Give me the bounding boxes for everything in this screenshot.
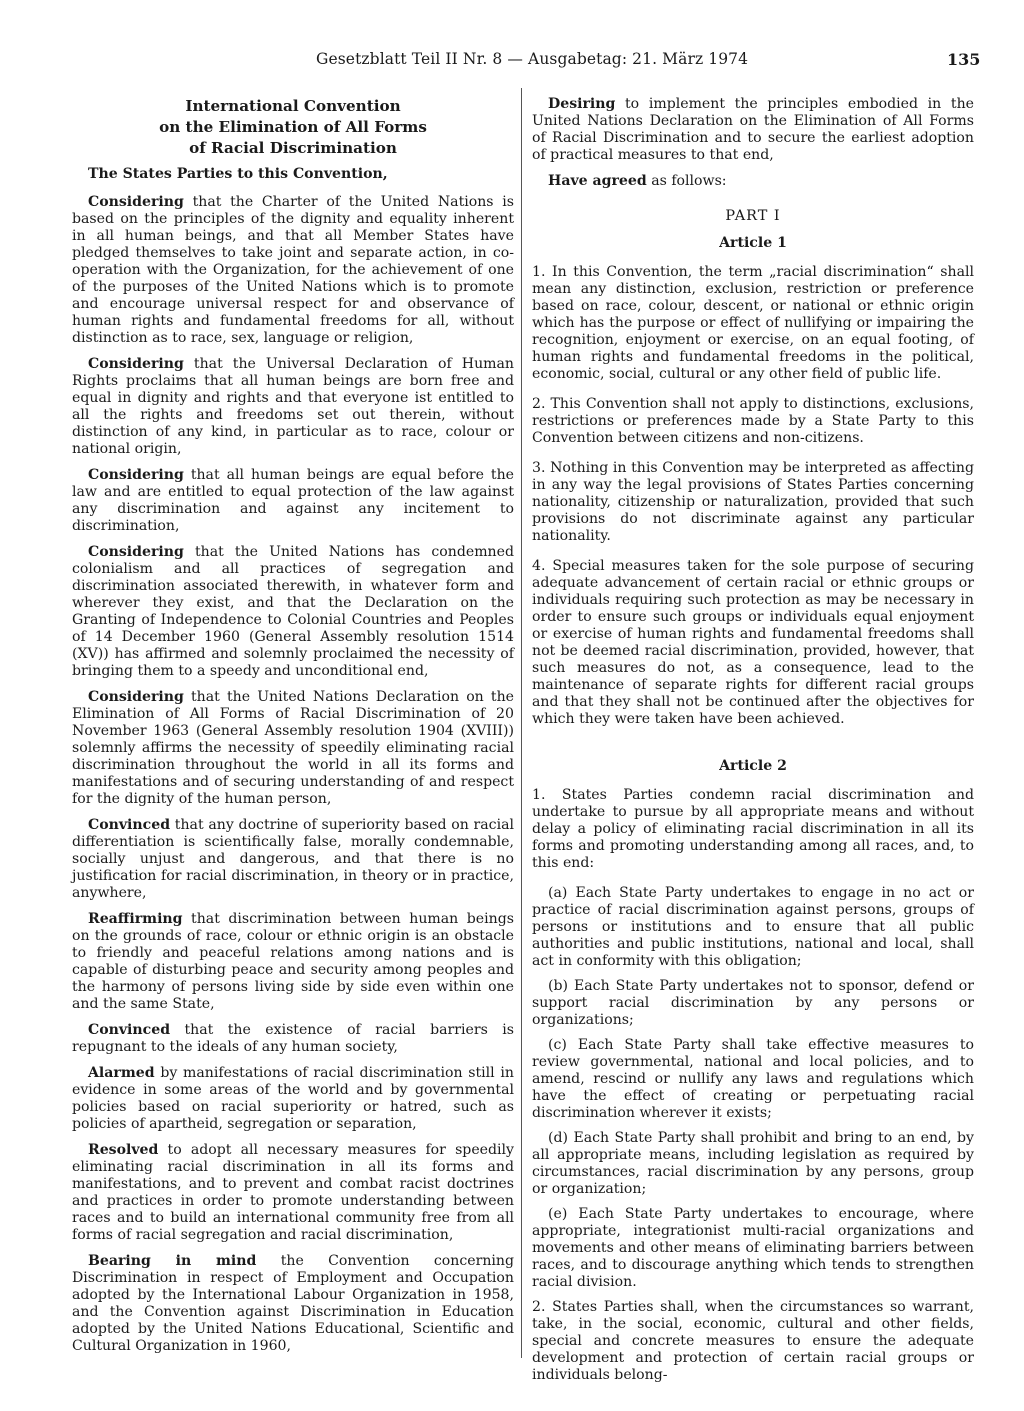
column-divider <box>521 88 522 1358</box>
preamble-lead: Convinced <box>88 1022 171 1038</box>
preamble-text: by manifestations of racial discrimination still in evidence in some areas of the world and by governmental policies based on racial superiority or hatred, such as policies of apartheid, segregation or separation, <box>72 1065 514 1132</box>
article-2-item: (d) Each State Party shall prohibit and bring to an end, by all appropriate means, including legislation as required by circumstances, racial discrimination by any persons, group or organization; <box>532 1130 974 1197</box>
preamble-intro: The States Parties to this Convention, <box>88 166 388 182</box>
preamble-lead: Bearing in mind <box>88 1253 257 1269</box>
preamble-text: to adopt all necessary measures for speedily eliminating racial discrimination in all its forms and manifestations, and to prevent and combat racist doctrines and practices in order to promote understanding between races and to build an international community free from all forms of racial segregation and racial discrimination, <box>72 1142 514 1243</box>
left-column <box>72 96 514 1364</box>
preamble-lead: Resolved <box>88 1142 159 1158</box>
preamble-paragraph <box>72 544 514 680</box>
preamble-paragraph <box>72 1065 514 1133</box>
article-1-paragraph: 1. In this Convention, the term „racial discrimination“ shall mean any distinction, exclusion, restriction or preference based on race, colour, descent, or national or ethnic origin which has the purpose or effect of nullifying or impairing the recognition, enjoyment or exercise, on an equal footing, of human rights and fundamental freedoms in the political, economic, social, cultural or any other field of public life. <box>532 264 974 382</box>
preamble-lead: Considering <box>88 689 184 705</box>
page-number: 135 <box>947 50 981 69</box>
article-1-heading: Article 1 <box>719 235 787 251</box>
article-1-paragraph: 2. This Convention shall not apply to distinctions, exclusions, restrictions or preferences made by a State Party to this Convention between citizens and non-citizens. <box>532 396 974 446</box>
running-header <box>0 50 1024 74</box>
preamble-paragraph <box>72 467 514 535</box>
article-2-heading: Article 2 <box>719 758 787 774</box>
running-title: Gesetzblatt Teil II Nr. 8 — Ausgabetag: 21. März 1974 <box>316 50 749 68</box>
preamble-paragraph <box>72 194 514 347</box>
preamble-text: that discrimination between human beings on the grounds of race, colour or ethnic origin is an obstacle to friendly and peaceful relations among nations and is capable of disturbing peace and security among peoples and the harmony of persons living side by side even within one and the same State, <box>72 911 514 1012</box>
article-1-paragraph: 4. Special measures taken for the sole purpose of securing adequate advancement of certain racial or ethnic groups or individuals requiring such protection as may be necessary in order to ensure such groups or individuals equal enjoyment or exercise of human rights and fundamental freedoms shall not be deemed racial discrimination, provided, however, that such measures do not, as a consequence, lead to the maintenance of separate rights for different racial groups and that they shall not be continued after the objectives for which they were taken have been achieved. <box>532 558 974 727</box>
preamble-text: that the Charter of the United Nations is based on the principles of the dignity and equality inherent in all human beings, and that all Member States have pledged themselves to take joint and separate action, in co-operation with the Organization, for the achievement of one of the purposes of the United Nations which is to promote and encourage universal respect for and observance of human rights and fundamental freedoms for all, without distinction as to race, sex, language or religion, <box>72 194 514 346</box>
right-column <box>532 96 974 1397</box>
article-1-paragraph: 3. Nothing in this Convention may be interpreted as affecting in any way the legal provisions of States Parties concerning nationality, citizenship or naturalization, provided that such provisions do not discriminate against any particular nationality. <box>532 460 974 544</box>
article-2-item: (b) Each State Party undertakes not to sponsor, defend or support racial discrimination by any persons or organizations; <box>532 978 974 1028</box>
preamble-text: the Convention concerning Discrimination in respect of Employment and Occupation adopted by the International Labour Organization in 1958, and the Convention against Discrimination in Education adopted by the United Nations Educational, Scientific and Cultural Organization in 1960, <box>72 1253 514 1354</box>
agreement-text: as follows: <box>646 173 727 189</box>
preamble-lead: Considering <box>88 467 184 483</box>
article-2-item: (c) Each State Party shall take effective measures to review governmental, national and local policies, and to amend, rescind or nullify any laws and regulations which have the effect of creating or perpetuating racial discrimination wherever it exists; <box>532 1037 974 1121</box>
agreement-lead: Have agreed <box>548 173 647 189</box>
preamble-text: that the existence of racial barriers is repugnant to the ideals of any human society, <box>72 1022 514 1055</box>
preamble-lead: Desiring <box>548 96 616 112</box>
preamble-paragraph <box>72 1142 514 1244</box>
preamble-lead: Convinced <box>88 817 171 833</box>
preamble-text: that the Universal Declaration of Human Rights proclaims that all human beings are born free and equal in dignity and rights and that everyone ist entitled to all the rights and freedoms set out therein, without distinction of any kind, in particular as to race, colour or national origin, <box>72 356 514 457</box>
preamble-lead: Reaffirming <box>88 911 183 927</box>
document-title <box>72 96 514 159</box>
preamble-paragraph <box>72 911 514 1013</box>
article-2-item: (a) Each State Party undertakes to engage in no act or practice of racial discrimination against persons, groups of persons or institutions and to ensure that all public authorities and public institutions, national and local, shall act in conformity with this obligation; <box>532 885 974 969</box>
preamble-text: that any doctrine of superiority based on racial differentiation is scientifically false, morally condemnable, socially unjust and dangerous, and that there is no justification for racial discrimination, in theory or in practice, anywhere, <box>72 817 514 901</box>
preamble-paragraph <box>72 356 514 458</box>
preamble-text: that the United Nations Declaration on the Elimination of All Forms of Racial Discrimination of 20 November 1963 (General Assembly resolution 1904 (XVIII)) solemnly affirms the necessity of speedily eliminating racial discrimination throughout the world in all its forms and manifestations and of securing understanding of and respect for the dignity of the human person, <box>72 689 514 807</box>
part-heading: PART I <box>725 208 781 224</box>
title-line: International Convention <box>185 97 401 115</box>
title-line: on the Elimination of All Forms <box>159 118 427 136</box>
preamble-text: to implement the principles embodied in the United Nations Declaration on the Elimination of All Forms of Racial Discrimination and to secure the earliest adoption of practical measures to that end, <box>532 96 974 163</box>
preamble-lead: Alarmed <box>88 1065 155 1081</box>
preamble-paragraph <box>72 1253 514 1355</box>
article-2-paragraph: 1. States Parties condemn racial discrimination and undertake to pursue by all appropriate means and without delay a policy of eliminating racial discrimination in all its forms and promoting understanding among all races, and, to this end: <box>532 787 974 871</box>
preamble-paragraph <box>72 689 514 808</box>
preamble-lead: Considering <box>88 544 184 560</box>
article-2-paragraph: 2. States Parties shall, when the circumstances so warrant, take, in the social, economic, cultural and other fields, special and concrete measures to ensure the adequate development and protection of certain racial groups or individuals belong- <box>532 1299 974 1383</box>
preamble-text: that all human beings are equal before the law and are entitled to equal protection of the law against any discrimination and against any incitement to discrimination, <box>72 467 514 534</box>
article-2-item: (e) Each State Party undertakes to encourage, where appropriate, integrationist multi-racial organizations and movements and other means of eliminating barriers between races, and to discourage anything which tends to strengthen racial division. <box>532 1206 974 1290</box>
title-line: of Racial Discrimination <box>189 139 397 157</box>
preamble-text: that the United Nations has condemned colonialism and all practices of segregation and discrimination associated therewith, in whatever form and wherever they exist, and that the Declaration on the Granting of Independence to Colonial Countries and Peoples of 14 December 1960 (General Assembly resolution 1514 (XV)) has affirmed and solemnly proclaimed the necessity of bringing them to a speedy and unconditional end, <box>72 544 514 679</box>
preamble-lead: Considering <box>88 194 184 210</box>
preamble-paragraph <box>72 1022 514 1056</box>
agreement-clause <box>532 173 974 190</box>
preamble-paragraph <box>72 817 514 902</box>
preamble-lead: Considering <box>88 356 184 372</box>
preamble-paragraph <box>532 96 974 164</box>
